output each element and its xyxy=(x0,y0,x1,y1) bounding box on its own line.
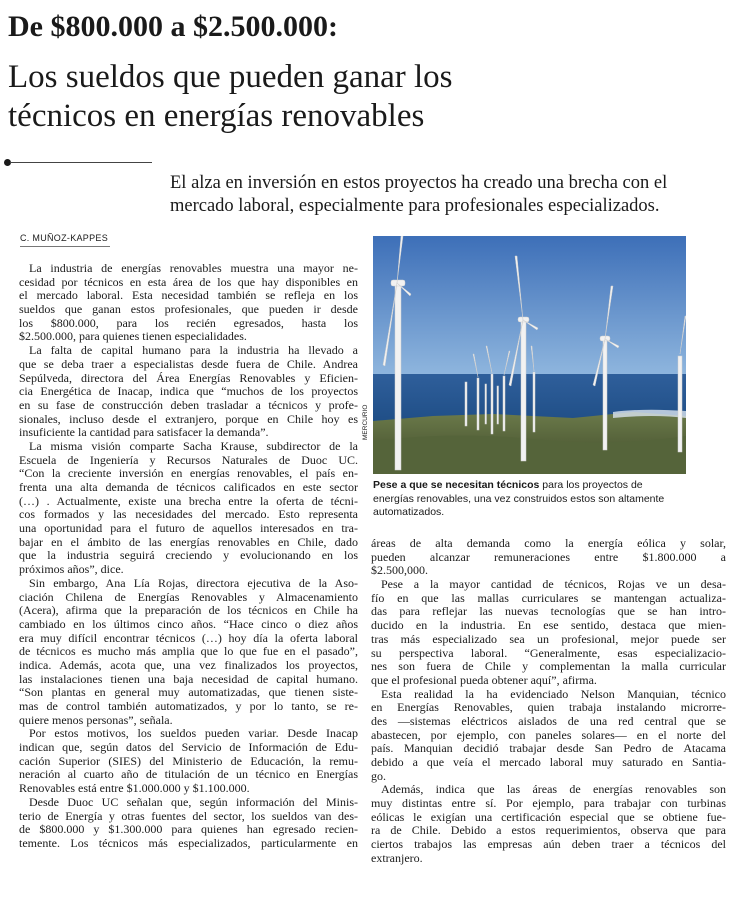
text-line: nes son fuera de Chile y complementan la malla curricular xyxy=(371,660,726,674)
text-line: sionales, incluso desde el extranjero, porque en Chile hoy es xyxy=(19,412,358,426)
deck-line: El alza en inversión en estos proyectos ha creado una brecha con el xyxy=(170,173,668,193)
text-line: los $800.000, para los recién egresados, hasta los xyxy=(19,316,358,330)
text-line: La industria de energías renovables muestra una mayor ne- xyxy=(29,262,358,275)
text-line: cos formados y las necesidades del mercado. Esto representa xyxy=(19,508,358,522)
text-line: ciación Chilena de Energías Renovables y Almacenamiento xyxy=(19,590,358,604)
text-line: ciertos trabajos las empresas aún deben traer a técnicos del xyxy=(371,838,726,852)
text-line: próximos años”, dice. xyxy=(19,563,124,577)
text-line: era muy difícil encontrar técnicos (…) hoy día la oferta laboral xyxy=(19,631,358,645)
text-line: que el profesional pueda obtener aquí”, afirma. xyxy=(371,673,597,687)
text-line: extranjero. xyxy=(371,851,423,865)
text-line: cación Superior (SIES) del Ministerio de Educación, la remu- xyxy=(19,754,358,768)
headline xyxy=(8,58,728,136)
text-line: frenta una alta demanda de técnicos calificados en este sector xyxy=(19,481,358,494)
text-line: “Con la creciente inversión en energías renovables, el país en- xyxy=(19,467,358,481)
text-line: eólicas le exigían una certificación especial que se obtiene fue- xyxy=(371,810,726,824)
text-line: en su fase de construcción deben trasladar a técnicos y profe- xyxy=(19,398,358,412)
caption-bold: Pese a que se necesitan técnicos xyxy=(373,479,540,491)
article-column-1 xyxy=(19,262,358,851)
text-line: las instalaciones tienen una baja necesidad de capital humano. xyxy=(19,672,358,686)
text-line: bajar en el ámbito de las energías renovables en Chile, dado xyxy=(19,535,358,549)
text-line: Esta realidad la ha evidenciado Nelson Manquian, técnico xyxy=(381,687,726,701)
text-line: cambiado en los últimos cinco años. “Hace cinco o diez años xyxy=(19,617,358,631)
text-line: $2.500,000. xyxy=(371,564,428,578)
text-line: sueldos que ganan estos profesionales, que pueden ir desde xyxy=(19,303,358,317)
text-line: das para reflejar las nuevas tecnologías que se han intro- xyxy=(371,605,726,619)
text-line: Desde Duoc UC señalan que, según información del Minis- xyxy=(29,795,358,809)
text-line: Por estos motivos, los sueldos pueden variar. Desde Inacap xyxy=(29,727,358,741)
text-line: neración al cuarto año de titulación de un técnico en Energías xyxy=(19,768,358,782)
wind-farm-illustration xyxy=(373,236,686,474)
text-line: de técnicos es mucho más amplia que lo que fue en el pasado”, xyxy=(19,645,358,659)
text-line: Escuela de Ingeniería y Recursos Naturales de Duoc UC. xyxy=(19,453,358,467)
text-line: áreas de alta demanda como la energía eólica y solar, xyxy=(371,537,726,550)
text-line: que la industria seguirá creciendo y evolucionando en los xyxy=(19,549,358,563)
article-column-2 xyxy=(371,537,726,866)
text-line: $2.500.000, para quienes tienen especialidades. xyxy=(19,330,247,344)
text-line: mas de control también automatizados, y por lo tanto, se re- xyxy=(19,700,358,713)
text-line: su perspectiva laboral. “Generalmente, esas especializacio- xyxy=(371,646,726,660)
deck-line: mercado laboral, especialmente para profesionales especializados. xyxy=(170,196,660,216)
text-line: Pese a la mayor cantidad de técnicos, Rojas ve un desa- xyxy=(381,578,726,592)
text-line: “Son plantas en general muy automatizadas, que tienen siste- xyxy=(19,686,358,700)
text-line: que se deba traer a especialistas desde fuera de Chile. Andrea xyxy=(19,357,358,371)
text-line: cia Energética de Inacap, indica que “muchos de los proyectos xyxy=(19,385,358,399)
caption-line xyxy=(373,479,691,493)
text-line: (…) . Actualmente, existe una brecha entre la oferta de técni- xyxy=(19,494,358,508)
headline-line: técnicos en energías renovables xyxy=(8,98,425,134)
text-line: quiere menos personas”, señala. xyxy=(19,713,173,727)
text-line: ra de Chile. Debido a estos requerimientos, observa que para xyxy=(371,824,726,838)
text-line: cesidad por técnicos en esta área de los que hay disponibles en xyxy=(19,275,358,289)
photo-credit: MERCURIO xyxy=(362,404,369,440)
text-line: fío en que las mallas curriculares se mantengan actualiza- xyxy=(371,591,726,605)
caption-line: automatizados. xyxy=(373,506,445,518)
text-line: en Energías Renovables, quien trabaja instalando microrre- xyxy=(371,701,726,715)
text-line: terio de Energía y otras fuentes del sector, los sueldos van des- xyxy=(19,809,358,823)
text-line: go. xyxy=(371,769,386,783)
section-rule xyxy=(10,162,152,163)
text-line: indican que, según datos del Servicio de Información de Edu- xyxy=(19,741,358,755)
photo-caption xyxy=(373,479,691,520)
text-line: Renovables está entre $1.000.000 y $1.100.000. xyxy=(19,782,250,796)
text-line: (Acera), afirma que la preparación de los técnicos en Chile ha xyxy=(19,604,358,618)
text-line: una oportunidad para el futuro de aquellos interesados en tra- xyxy=(19,522,358,536)
wind-farm-photo xyxy=(373,236,686,474)
text-line: ducido en la industria. En ese sentido, destaca que mien- xyxy=(371,619,726,633)
text-line: país. Manquian decidió trabajar desde San Pedro de Atacama xyxy=(371,742,726,756)
text-line: abastecen, por ejemplo, con paneles solares— en el norte del xyxy=(371,728,726,742)
text-line: insuficiente la cantidad para satisfacer la demanda”. xyxy=(19,426,269,440)
text-line: Sepúlveda, directora del Área Energías Renovables y Eficien- xyxy=(19,371,358,385)
byline: C. MUÑOZ-KAPPES xyxy=(20,233,109,243)
text-line: La misma visión comparte Sacha Krause, subdirector de la xyxy=(29,439,358,453)
text-line: el mercado laboral. Esta necesidad también se refleja en los xyxy=(19,289,358,303)
text-line: temente. Los técnicos más especializados, particularmente en xyxy=(19,836,358,850)
text-line: debido a que veía el mercado laboral muy saturado en Santia- xyxy=(371,756,726,769)
byline-rule xyxy=(20,246,110,247)
text-line: indica. Además, acota que, una vez finalizados los proyectos, xyxy=(19,658,358,672)
text-line: pueden alcanzar remuneraciones entre $1.800.000 a xyxy=(371,550,726,564)
caption-text: para los proyectos de xyxy=(539,479,643,491)
deck-subheadline xyxy=(170,172,725,218)
kicker-headline: De $800.000 a $2.500.000: xyxy=(8,10,338,43)
text-line: Sin embargo, Ana Lía Rojas, directora ejecutiva de la Aso- xyxy=(29,576,358,590)
text-line: de $800.000 y $1.300.000 para quienes han egresado recien- xyxy=(19,823,358,837)
text-line: muy distintas entre sí. Por ejemplo, para trabajar con turbinas xyxy=(371,797,726,811)
headline-line: Los sueldos que pueden ganar los xyxy=(8,59,453,95)
text-line: Además, indica que las áreas de energías renovables son xyxy=(381,783,726,797)
text-line: La falta de capital humano para la industria ha llevado a xyxy=(29,344,358,358)
text-line: des —sistemas eléctricos aislados de una red central que se xyxy=(371,714,726,728)
caption-line: energías renovables, una vez construidos estos son altamente xyxy=(373,492,665,505)
text-line: tras más especializado sea un profesional, mejor puede ser xyxy=(371,632,726,646)
